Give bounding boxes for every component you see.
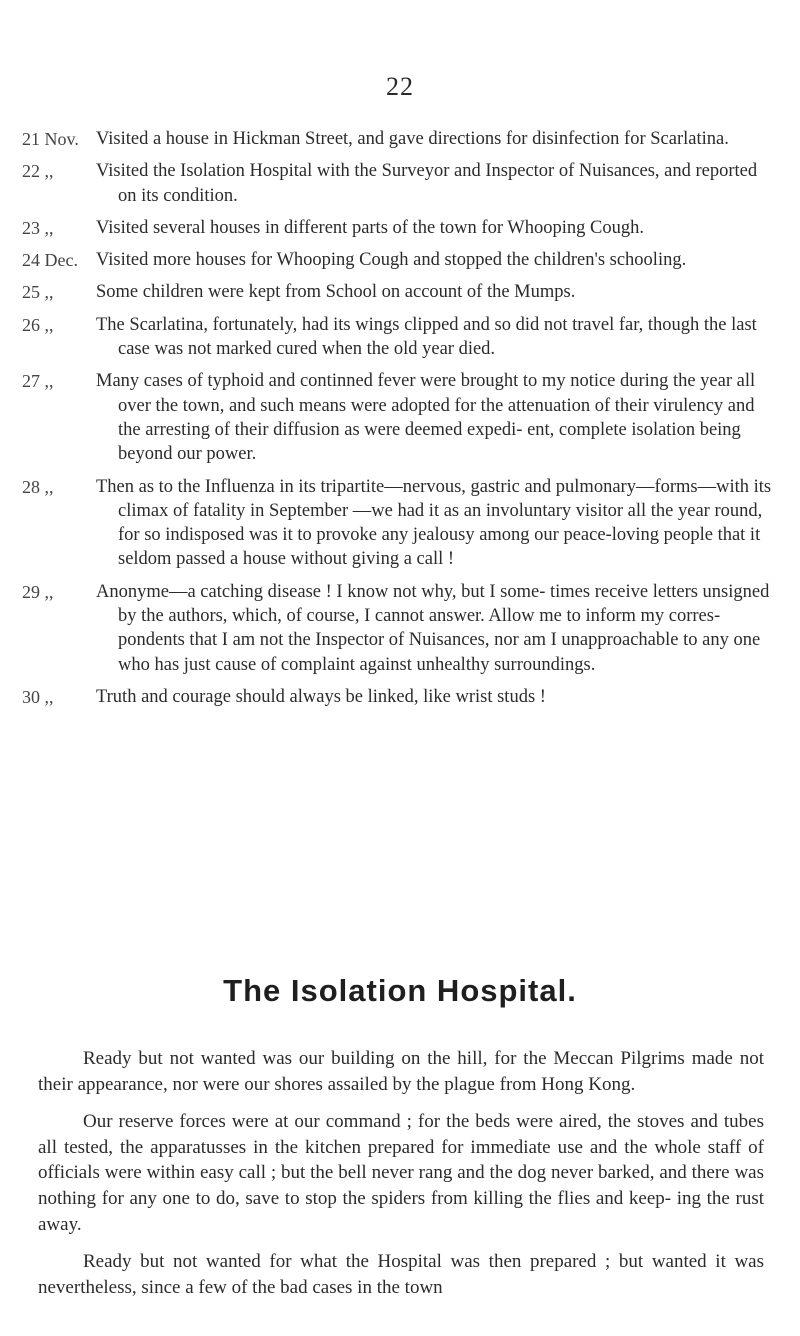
diary-entries (22, 127, 780, 717)
body-paragraph: Ready but not wanted for what the Hospital was then prepared ; but wanted it was nevertheless, since a few of the bad cases in the town (38, 1251, 764, 1298)
entry-date: 24 Dec. (22, 250, 78, 271)
diary-entry (22, 369, 780, 466)
entry-text: Some children were kept from School on account of the Mumps. (96, 282, 576, 303)
diary-entry (22, 313, 780, 362)
entry-text: Then as to the Influenza in its tripartite—nervous, gastric and pulmonary—forms—with its climax of fatality in September —we had it as an involuntary visitor all the year round, for so indisposed was it to provoke any jealousy among our peace-loving people that it seldom passed a house without giving a call ! (96, 476, 772, 570)
body-paragraph: Our reserve forces were at our command ; for the beds were aired, the stoves and tubes all tested, the apparatusses in the kitchen prepared for immediate use and the whole staff of officials were within easy call ; but the bell never rang and the dog never barked, and there was nothing for any one to do, save to stop the spiders from killing the flies and keep- ing the rust away. (38, 1111, 764, 1235)
entry-text: Visited the Isolation Hospital with the Surveyor and Inspector of Nuisances, and reported on its condition. (96, 161, 758, 206)
diary-entry (22, 580, 780, 677)
entry-text: Anonyme—a catching disease ! I know not why, but I some- times receive letters unsigned by the authors, which, of course, I cannot answer. Allow me to inform my corres- pondents that I am not the Inspector of Nuisances, nor am I unapproachable to any one who has just cause of complaint against unhealthy surroundings. (96, 581, 770, 675)
entry-text: Many cases of typhoid and continned fever were brought to my notice during the year all over the town, and such means were adopted for the attenuation of their virulency and the arresting of their diffusion as were deemed expedi- ent, complete isolation being beyond our power. (96, 371, 756, 465)
section-body (38, 1046, 764, 1312)
entry-text: Visited several houses in different parts of the town for Whooping Cough. (96, 217, 644, 238)
entry-date: 26 ,, (22, 314, 54, 335)
entry-date: 21 Nov. (22, 129, 79, 149)
diary-entry (22, 475, 780, 572)
entry-text: Visited a house in Hickman Street, and gave directions for disinfection for Scarlatina. (96, 129, 729, 149)
entry-date: 23 ,, (22, 217, 54, 238)
diary-entry (22, 280, 780, 304)
entry-text: The Scarlatina, fortunately, had its wings clipped and so did not travel far, though the last case was not marked cured when the old year died. (96, 314, 757, 360)
section-heading: The Isolation Hospital. (223, 973, 577, 1008)
diary-entry (22, 216, 780, 240)
body-paragraph: Ready but not wanted was our building on the hill, for the Meccan Pilgrims made not their appearance, nor were our shores assailed by the plague from Hong Kong. (38, 1048, 764, 1095)
page-number: 22 (386, 72, 414, 101)
entry-date: 30 ,, (22, 686, 54, 707)
entry-date: 27 ,, (22, 371, 54, 392)
entry-date: 22 ,, (22, 161, 54, 182)
diary-entry (22, 248, 780, 272)
diary-entry (22, 127, 780, 151)
diary-entry (22, 685, 780, 709)
entry-date: 29 ,, (22, 581, 54, 602)
entry-date: 28 ,, (22, 476, 54, 497)
entry-text: Visited more houses for Whooping Cough and stopped the children's schooling. (96, 250, 687, 271)
diary-entry (22, 159, 780, 208)
entry-text: Truth and courage should always be linked, like wrist studs ! (96, 686, 546, 707)
entry-date: 25 ,, (22, 282, 54, 303)
